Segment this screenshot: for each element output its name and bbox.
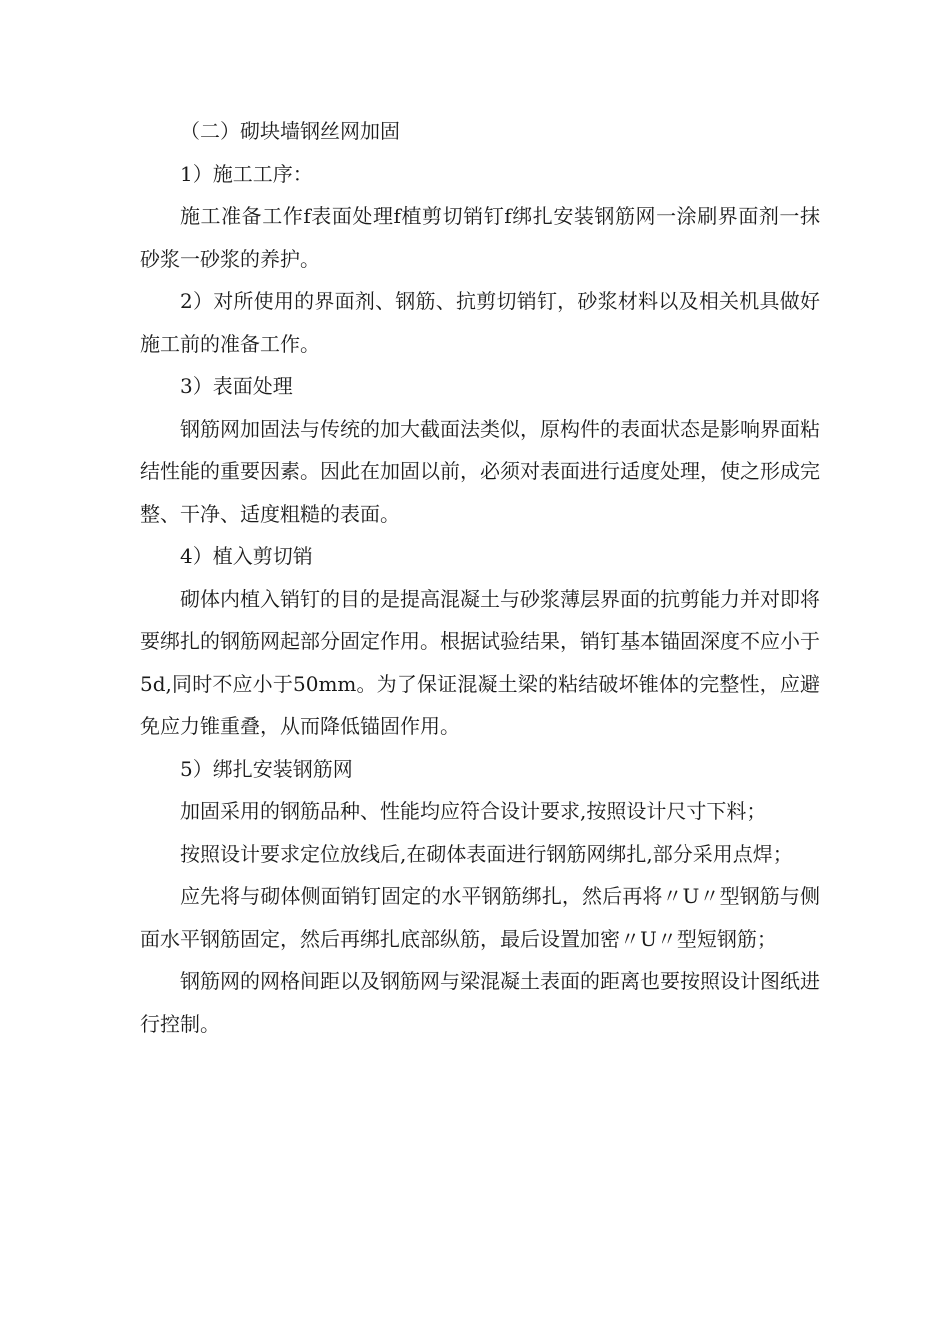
section-heading: （二）砌块墙钢丝网加固 bbox=[180, 119, 400, 143]
step-heading-1: 1）施工工序： bbox=[180, 161, 313, 186]
body-paragraph: 按照设计要求定位放线后,在砌体表面进行钢筋网绑扎,部分采用点焊； bbox=[180, 841, 793, 866]
body-paragraph: 施工准备工作f表面处理f植剪切销钉f绑扎安装钢筋网一涂刷界面剂一抹砂浆一砂浆的养护。 bbox=[140, 204, 820, 271]
step-heading-5: 5）绑扎安装钢筋网 bbox=[180, 756, 353, 781]
step-heading-3: 3）表面处理 bbox=[180, 374, 293, 398]
body-paragraph: 应先将与砌体侧面销钉固定的水平钢筋绑扎，然后再将〃U〃型钢筋与侧面水平钢筋固定，然后再绑扎底部纵筋，最后设置加密〃U〃型短钢筋； bbox=[140, 884, 820, 951]
body-paragraph: 砌体内植入销钉的目的是提高混凝土与砂浆薄层界面的抗剪能力并对即将要绑扎的钢筋网起部分固定作用。根据试验结果，销钉基本锚固深度不应小于5d,同时不应小于50mm。为了保证混凝土梁的粘结破坏锥体的完整性，应避免应力锥重叠，从而降低锚固作用。 bbox=[140, 586, 820, 738]
step-heading-4: 4）植入剪切销 bbox=[180, 544, 313, 568]
body-paragraph: 加固采用的钢筋品种、性能均应符合设计要求,按照设计尺寸下料； bbox=[180, 799, 767, 823]
body-paragraph: 钢筋网加固法与传统的加大截面法类似，原构件的表面状态是影响界面粘结性能的重要因素。因此在加固以前，必须对表面进行适度处理，使之形成完整、干净、适度粗糙的表面。 bbox=[140, 416, 820, 526]
body-paragraph: 钢筋网的网格间距以及钢筋网与梁混凝土表面的距离也要按照设计图纸进行控制。 bbox=[140, 969, 820, 1036]
step-paragraph-2: 2）对所使用的界面剂、钢筋、抗剪切销钉，砂浆材料以及相关机具做好施工前的准备工作。 bbox=[140, 289, 820, 356]
document-body bbox=[140, 110, 820, 1045]
